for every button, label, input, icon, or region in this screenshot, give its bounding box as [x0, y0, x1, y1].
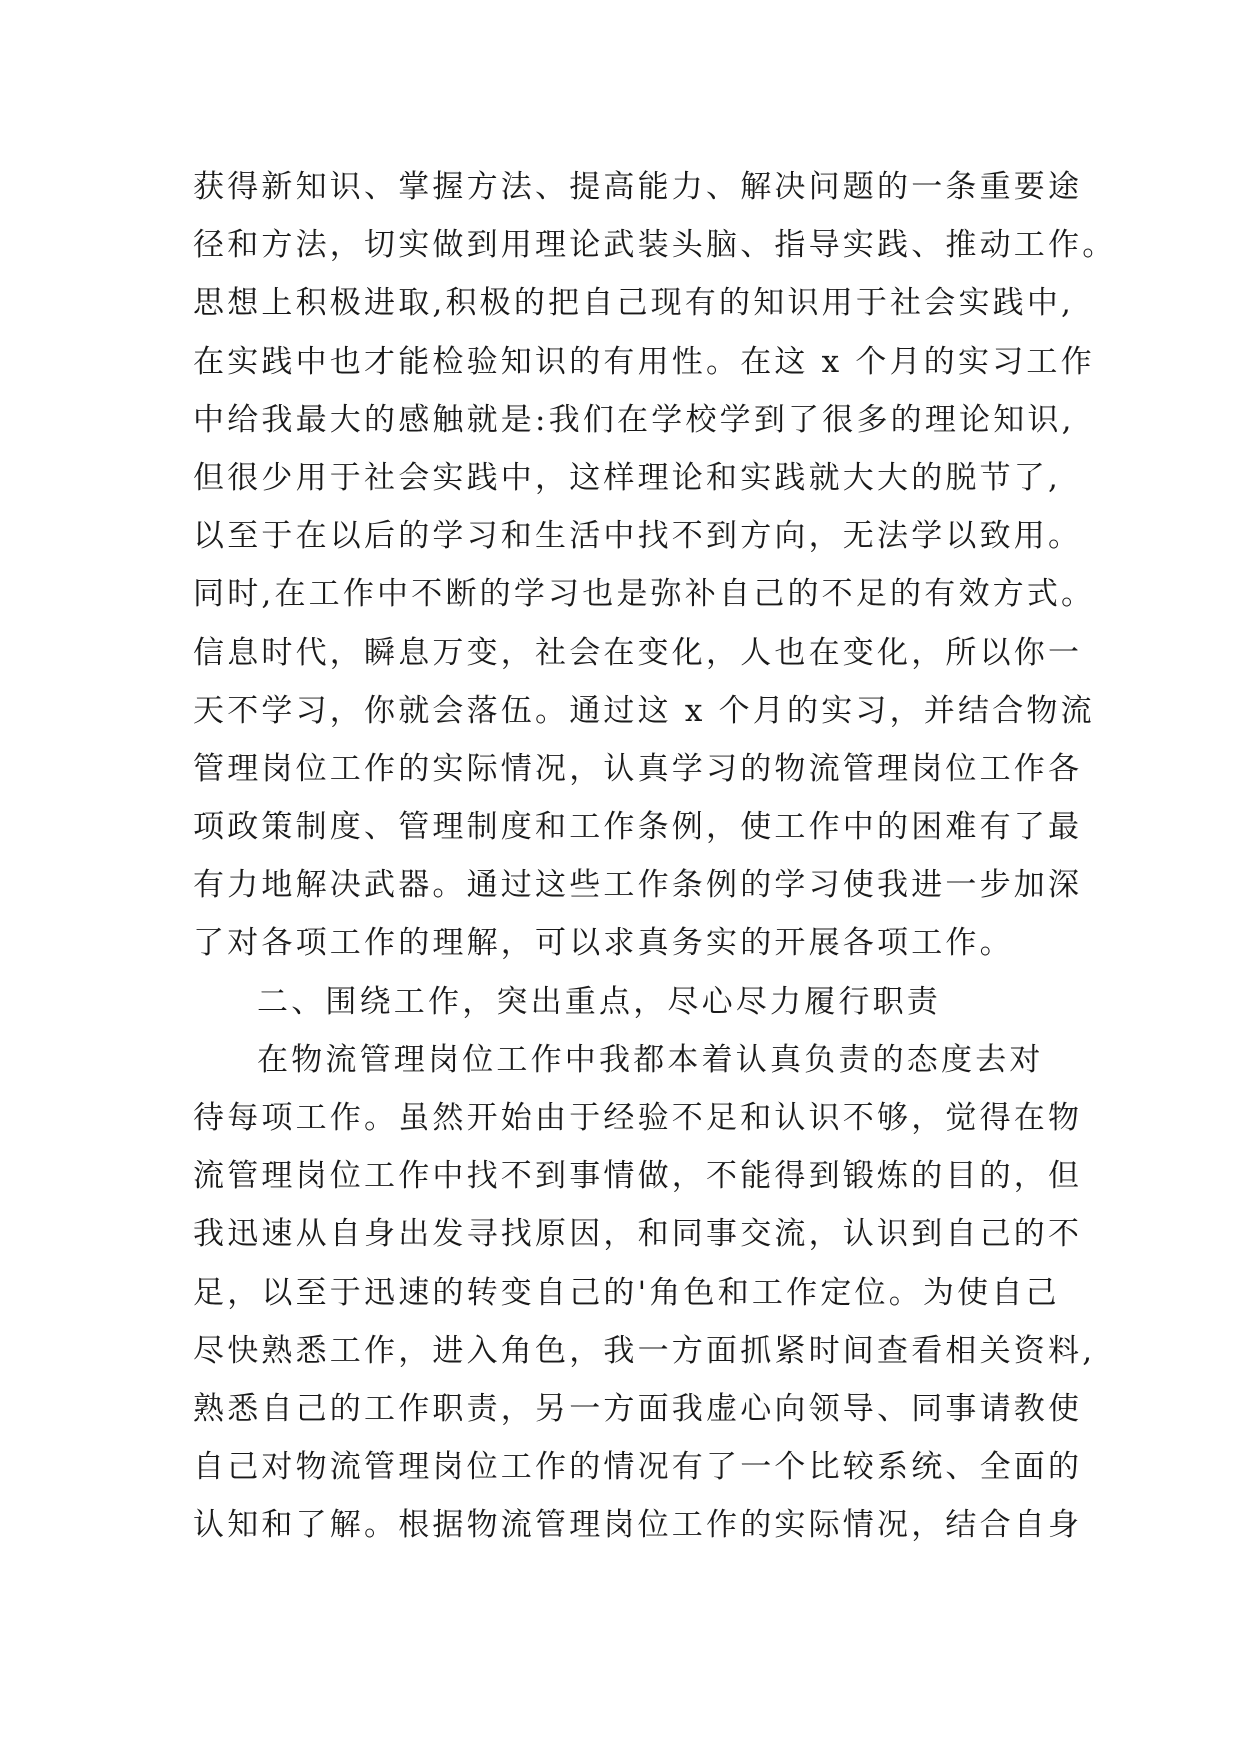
text-line: 我迅速从自身出发寻找原因，和同事交流，认识到自己的不	[193, 1216, 1083, 1253]
text-line: 足，以至于迅速的转变自己的'角色和工作定位。为使自己	[193, 1274, 1060, 1311]
text-line: 自己对物流管理岗位工作的情况有了一个比较系统、全面的	[193, 1449, 1083, 1486]
text-line: 流管理岗位工作中找不到事情做，不能得到锻炼的目的，但	[193, 1158, 1083, 1195]
text-line: 径和方法，切实做到用理论武装头脑、指导实践、推动工作。	[193, 227, 1117, 264]
text-line: 以至于在以后的学习和生活中找不到方向，无法学以致用。	[193, 518, 1083, 555]
document-body	[193, 158, 1117, 1555]
text-line: 但很少用于社会实践中，这样理论和实践就大大的脱节了,	[193, 459, 1062, 496]
text-line: 管理岗位工作的实际情况，认真学习的物流管理岗位工作各	[193, 750, 1083, 787]
text-line: 尽快熟悉工作，进入角色，我一方面抓紧时间查看相关资料,	[193, 1332, 1096, 1369]
text-line: 同时,在工作中不断的学习也是弥补自己的不足的有效方式。	[193, 576, 1096, 613]
text-line: 获得新知识、掌握方法、提高能力、解决问题的一条重要途	[193, 169, 1083, 205]
text-line: 熟悉自己的工作职责，另一方面我虚心向领导、同事请教使	[193, 1390, 1083, 1427]
text-line: 思想上积极进取,积极的把自己现有的知识用于社会实践中,	[193, 285, 1075, 322]
text-line: 信息时代，瞬息万变，社会在变化，人也在变化，所以你一	[193, 634, 1083, 671]
text-line: 天不学习，你就会落伍。通过这 x 个月的实习，并结合物流	[193, 692, 1095, 729]
text-line: 在实践中也才能检验知识的有用性。在这 x 个月的实习工作	[193, 343, 1095, 380]
text-line: 中给我最大的感触就是:我们在学校学到了很多的理论知识,	[193, 401, 1075, 438]
text-line: 了对各项工作的理解，可以求真务实的开展各项工作。	[193, 925, 1014, 962]
text-line: 有力地解决武器。通过这些工作条例的学习使我进一步加深	[193, 867, 1083, 904]
text-line: 项政策制度、管理制度和工作条例，使工作中的困难有了最	[193, 809, 1083, 846]
paragraph-first-line: 在物流管理岗位工作中我都本着认真负责的态度去对	[257, 1041, 1044, 1078]
text-line: 认知和了解。根据物流管理岗位工作的实际情况，结合自身	[193, 1507, 1083, 1544]
section-heading: 二、围绕工作，突出重点，尽心尽力履行职责	[257, 983, 941, 1020]
text-line: 待每项工作。虽然开始由于经验不足和认识不够，觉得在物	[193, 1100, 1083, 1136]
